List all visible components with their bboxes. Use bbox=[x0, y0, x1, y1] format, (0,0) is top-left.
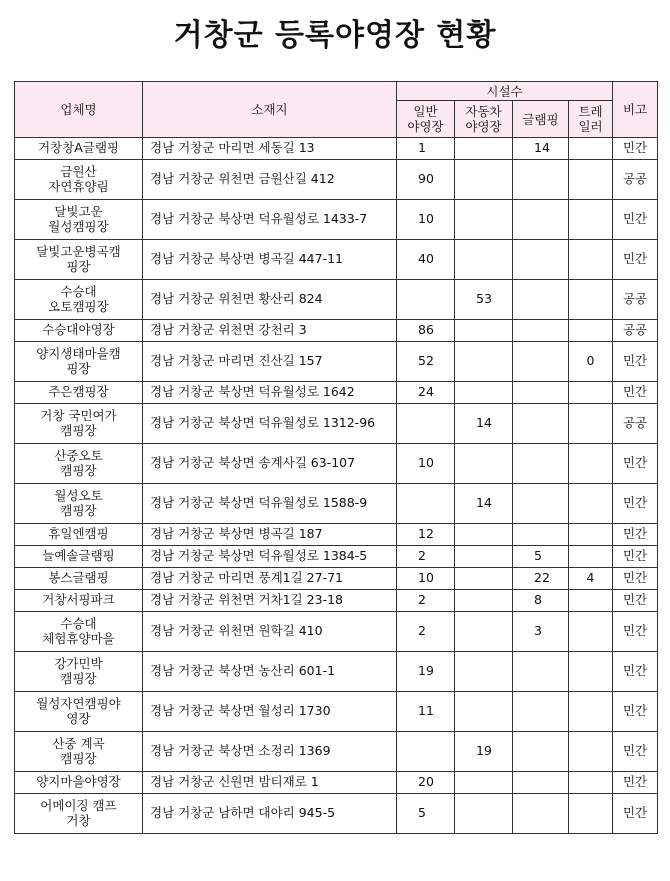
table-row bbox=[15, 138, 658, 160]
table-row bbox=[15, 382, 658, 404]
cell-general: 10 bbox=[397, 200, 455, 240]
cell-address: 경남 거창군 북상면 덕유월성로 1312-96 bbox=[143, 404, 397, 444]
table-row bbox=[15, 200, 658, 240]
cell-address: 경남 거창군 북상면 월성리 1730 bbox=[143, 692, 397, 732]
cell-trailer bbox=[569, 404, 613, 444]
table-row bbox=[15, 444, 658, 484]
cell-address: 경남 거창군 위천면 강천리 3 bbox=[143, 320, 397, 342]
cell-name: 수승대 체험휴양마을 bbox=[15, 612, 143, 652]
cell-name: 주은캠핑장 bbox=[15, 382, 143, 404]
table-row bbox=[15, 692, 658, 732]
cell-address: 경남 거창군 북상면 송계사길 63-107 bbox=[143, 444, 397, 484]
cell-glamping: 22 bbox=[513, 568, 569, 590]
table-row bbox=[15, 404, 658, 444]
cell-note: 공공 bbox=[613, 404, 658, 444]
table-row bbox=[15, 524, 658, 546]
cell-general: 10 bbox=[397, 568, 455, 590]
cell-name: 수승대 오토캠핑장 bbox=[15, 280, 143, 320]
cell-general: 52 bbox=[397, 342, 455, 382]
cell-note: 민간 bbox=[613, 484, 658, 524]
cell-note: 민간 bbox=[613, 444, 658, 484]
cell-glamping bbox=[513, 794, 569, 834]
header-general: 일반 야영장 bbox=[397, 101, 455, 138]
cell-general: 2 bbox=[397, 546, 455, 568]
cell-name: 수승대야영장 bbox=[15, 320, 143, 342]
cell-address: 경남 거창군 북상면 덕유월성로 1588-9 bbox=[143, 484, 397, 524]
table-row bbox=[15, 320, 658, 342]
cell-glamping: 8 bbox=[513, 590, 569, 612]
cell-car: 14 bbox=[455, 484, 513, 524]
cell-name: 어메이징 캠프 거창 bbox=[15, 794, 143, 834]
cell-address: 경남 거창군 북상면 병곡길 447-11 bbox=[143, 240, 397, 280]
cell-trailer bbox=[569, 444, 613, 484]
cell-trailer bbox=[569, 138, 613, 160]
cell-car bbox=[455, 160, 513, 200]
cell-glamping bbox=[513, 404, 569, 444]
cell-name: 월성오토 캠핑장 bbox=[15, 484, 143, 524]
cell-name: 양지생태마을캠 핑장 bbox=[15, 342, 143, 382]
cell-glamping bbox=[513, 652, 569, 692]
cell-trailer bbox=[569, 280, 613, 320]
header-trailer: 트레 일러 bbox=[569, 101, 613, 138]
table-row bbox=[15, 240, 658, 280]
cell-name: 양지마을야영장 bbox=[15, 772, 143, 794]
cell-general: 10 bbox=[397, 444, 455, 484]
cell-car bbox=[455, 320, 513, 342]
cell-note: 공공 bbox=[613, 280, 658, 320]
cell-address: 경남 거창군 위천면 원학길 410 bbox=[143, 612, 397, 652]
cell-car bbox=[455, 382, 513, 404]
cell-note: 공공 bbox=[613, 160, 658, 200]
cell-glamping bbox=[513, 444, 569, 484]
cell-general: 20 bbox=[397, 772, 455, 794]
cell-trailer bbox=[569, 240, 613, 280]
table-row bbox=[15, 590, 658, 612]
table-row bbox=[15, 568, 658, 590]
cell-name: 늘예솔글램핑 bbox=[15, 546, 143, 568]
cell-general: 1 bbox=[397, 138, 455, 160]
cell-note: 민간 bbox=[613, 772, 658, 794]
cell-name: 휴일엔캠핑 bbox=[15, 524, 143, 546]
table-row bbox=[15, 732, 658, 772]
table-row bbox=[15, 794, 658, 834]
cell-address: 경남 거창군 남하면 대야리 945-5 bbox=[143, 794, 397, 834]
cell-note: 민간 bbox=[613, 692, 658, 732]
table-body bbox=[15, 138, 658, 834]
cell-car bbox=[455, 590, 513, 612]
cell-trailer bbox=[569, 524, 613, 546]
cell-glamping bbox=[513, 280, 569, 320]
cell-car bbox=[455, 342, 513, 382]
cell-address: 경남 거창군 북상면 소정리 1369 bbox=[143, 732, 397, 772]
cell-address: 경남 거창군 북상면 병곡길 187 bbox=[143, 524, 397, 546]
cell-address: 경남 거창군 마리면 진산길 157 bbox=[143, 342, 397, 382]
cell-trailer bbox=[569, 732, 613, 772]
cell-trailer bbox=[569, 772, 613, 794]
cell-address: 경남 거창군 위천면 황산리 824 bbox=[143, 280, 397, 320]
cell-name: 달빛고운 월성캠핑장 bbox=[15, 200, 143, 240]
cell-car bbox=[455, 794, 513, 834]
cell-car: 14 bbox=[455, 404, 513, 444]
cell-note: 민간 bbox=[613, 590, 658, 612]
cell-general bbox=[397, 484, 455, 524]
cell-trailer: 0 bbox=[569, 342, 613, 382]
cell-general: 2 bbox=[397, 612, 455, 652]
cell-car bbox=[455, 612, 513, 652]
cell-name: 거창 국민여가 캠핑장 bbox=[15, 404, 143, 444]
cell-address: 경남 거창군 북상면 농산리 601-1 bbox=[143, 652, 397, 692]
cell-note: 민간 bbox=[613, 568, 658, 590]
cell-trailer bbox=[569, 652, 613, 692]
table-row bbox=[15, 160, 658, 200]
cell-car bbox=[455, 444, 513, 484]
cell-name: 산중 계곡 캠핑장 bbox=[15, 732, 143, 772]
cell-note: 민간 bbox=[613, 200, 658, 240]
cell-car bbox=[455, 652, 513, 692]
table-row bbox=[15, 280, 658, 320]
cell-glamping bbox=[513, 382, 569, 404]
cell-name: 봉스글램핑 bbox=[15, 568, 143, 590]
cell-car bbox=[455, 200, 513, 240]
cell-trailer bbox=[569, 484, 613, 524]
cell-name: 달빛고운병곡캠 핑장 bbox=[15, 240, 143, 280]
cell-car bbox=[455, 138, 513, 160]
table-row bbox=[15, 652, 658, 692]
cell-general: 90 bbox=[397, 160, 455, 200]
cell-general: 40 bbox=[397, 240, 455, 280]
cell-name: 강가민박 캠핑장 bbox=[15, 652, 143, 692]
cell-note: 민간 bbox=[613, 546, 658, 568]
cell-car: 19 bbox=[455, 732, 513, 772]
cell-trailer bbox=[569, 200, 613, 240]
cell-name: 산중오토 캠핑장 bbox=[15, 444, 143, 484]
cell-address: 경남 거창군 북상면 덕유월성로 1433-7 bbox=[143, 200, 397, 240]
cell-trailer bbox=[569, 612, 613, 652]
cell-note: 민간 bbox=[613, 382, 658, 404]
header-car: 자동차 야영장 bbox=[455, 101, 513, 138]
cell-name: 월성자연캠핑야 영장 bbox=[15, 692, 143, 732]
cell-note: 민간 bbox=[613, 732, 658, 772]
cell-name: 금원산 자연휴양림 bbox=[15, 160, 143, 200]
cell-general: 86 bbox=[397, 320, 455, 342]
table-row bbox=[15, 612, 658, 652]
header-note: 비고 bbox=[613, 82, 658, 138]
cell-name: 거창창A글램핑 bbox=[15, 138, 143, 160]
cell-car bbox=[455, 240, 513, 280]
cell-general: 12 bbox=[397, 524, 455, 546]
cell-glamping bbox=[513, 772, 569, 794]
cell-address: 경남 거창군 마리면 세동길 13 bbox=[143, 138, 397, 160]
cell-glamping bbox=[513, 484, 569, 524]
cell-general bbox=[397, 404, 455, 444]
cell-car bbox=[455, 772, 513, 794]
header-facilities: 시설수 bbox=[397, 82, 613, 101]
cell-address: 경남 거창군 신원면 밤티재로 1 bbox=[143, 772, 397, 794]
cell-note: 민간 bbox=[613, 240, 658, 280]
cell-car bbox=[455, 524, 513, 546]
cell-address: 경남 거창군 마리면 풍계1길 27-71 bbox=[143, 568, 397, 590]
cell-trailer: 4 bbox=[569, 568, 613, 590]
cell-note: 민간 bbox=[613, 138, 658, 160]
cell-note: 민간 bbox=[613, 342, 658, 382]
cell-glamping bbox=[513, 200, 569, 240]
cell-car bbox=[455, 546, 513, 568]
table-row bbox=[15, 546, 658, 568]
cell-trailer bbox=[569, 546, 613, 568]
cell-glamping bbox=[513, 692, 569, 732]
table-row bbox=[15, 484, 658, 524]
cell-note: 민간 bbox=[613, 652, 658, 692]
cell-note: 민간 bbox=[613, 524, 658, 546]
cell-trailer bbox=[569, 692, 613, 732]
cell-trailer bbox=[569, 160, 613, 200]
cell-glamping bbox=[513, 732, 569, 772]
cell-car bbox=[455, 692, 513, 732]
cell-glamping: 5 bbox=[513, 546, 569, 568]
cell-general bbox=[397, 280, 455, 320]
cell-note: 민간 bbox=[613, 612, 658, 652]
cell-glamping: 14 bbox=[513, 138, 569, 160]
header-name: 업체명 bbox=[15, 82, 143, 138]
cell-general: 11 bbox=[397, 692, 455, 732]
cell-note: 공공 bbox=[613, 320, 658, 342]
cell-glamping: 3 bbox=[513, 612, 569, 652]
cell-address: 경남 거창군 북상면 덕유월성로 1642 bbox=[143, 382, 397, 404]
cell-general: 24 bbox=[397, 382, 455, 404]
cell-general: 5 bbox=[397, 794, 455, 834]
cell-general: 19 bbox=[397, 652, 455, 692]
table-row bbox=[15, 342, 658, 382]
cell-trailer bbox=[569, 382, 613, 404]
cell-address: 경남 거창군 위천면 금원산길 412 bbox=[143, 160, 397, 200]
header-glamping: 글램핑 bbox=[513, 101, 569, 138]
cell-name: 거창서핑파크 bbox=[15, 590, 143, 612]
cell-trailer bbox=[569, 320, 613, 342]
cell-trailer bbox=[569, 590, 613, 612]
header-address: 소재지 bbox=[143, 82, 397, 138]
cell-glamping bbox=[513, 320, 569, 342]
cell-glamping bbox=[513, 160, 569, 200]
page-title: 거창군 등록야영장 현황 bbox=[173, 18, 497, 53]
cell-note: 민간 bbox=[613, 794, 658, 834]
cell-glamping bbox=[513, 524, 569, 546]
cell-address: 경남 거창군 북상면 덕유월성로 1384-5 bbox=[143, 546, 397, 568]
table-row bbox=[15, 772, 658, 794]
cell-car bbox=[455, 568, 513, 590]
cell-general bbox=[397, 732, 455, 772]
campsite-table bbox=[14, 81, 658, 834]
cell-glamping bbox=[513, 342, 569, 382]
cell-glamping bbox=[513, 240, 569, 280]
cell-trailer bbox=[569, 794, 613, 834]
cell-address: 경남 거창군 위천면 거차1길 23-18 bbox=[143, 590, 397, 612]
cell-car: 53 bbox=[455, 280, 513, 320]
cell-general: 2 bbox=[397, 590, 455, 612]
